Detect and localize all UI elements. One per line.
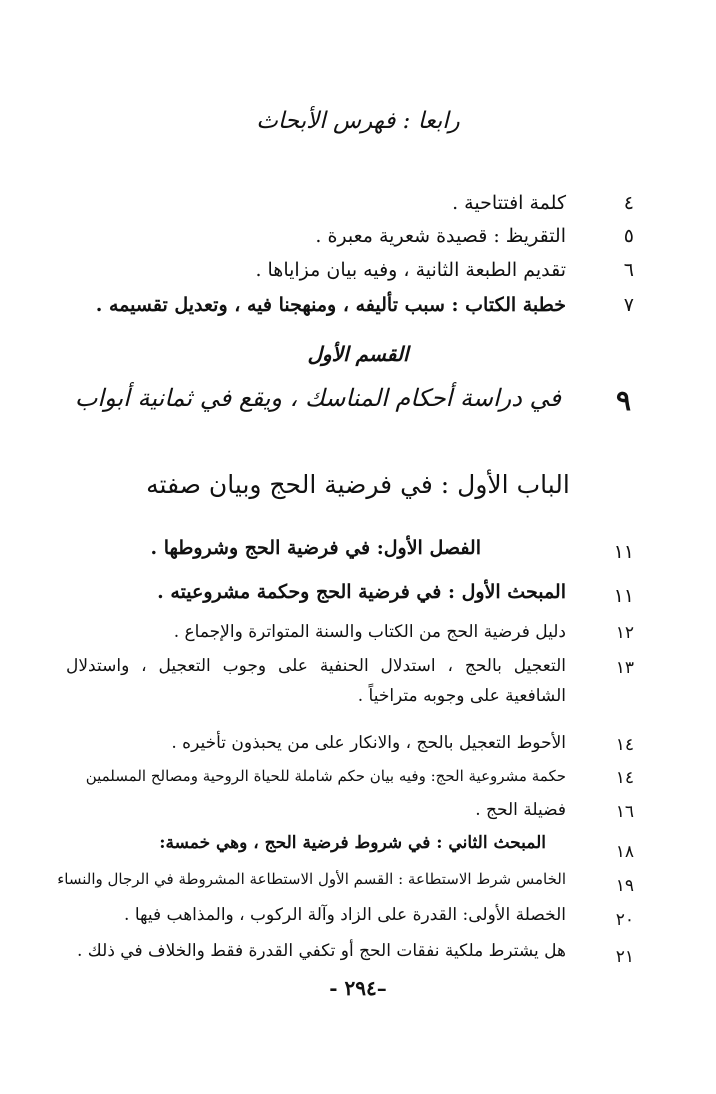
entry-text: تقديم الطبعة الثانية ، وفيه بيان مزاياها . bbox=[255, 259, 566, 281]
entry-page-number: ١١ bbox=[613, 585, 634, 607]
entry-page-number: ٢٠ bbox=[615, 910, 634, 930]
entry-page-number: ١٢ bbox=[615, 623, 634, 643]
subsection-heading: المبحث الأول : في فرضية الحج وحكمة مشروعيته . bbox=[157, 581, 566, 603]
page-title: رابعا : فهرس الأبحاث bbox=[256, 108, 460, 134]
part-subtitle: في دراسة أحكام المناسك ، ويقع في ثمانية أبواب bbox=[74, 384, 561, 412]
entry-text: حكمة مشروعية الحج: وفيه بيان حكم شاملة للحياة الروحية ومصالح المسلمين bbox=[85, 767, 566, 785]
entry-page-number: ١٣ bbox=[615, 658, 634, 678]
entry-text: فضيلة الحج . bbox=[475, 800, 566, 820]
entry-page-number: ٧ bbox=[623, 294, 634, 316]
entry-page-number: ١١ bbox=[613, 541, 634, 563]
entry-text: الخصلة الأولى: القدرة على الزاد وآلة الركوب ، والمذاهب فيها . bbox=[124, 905, 566, 925]
entry-page-number: ١٦ bbox=[615, 802, 634, 822]
entry-page-number: ١٨ bbox=[615, 842, 634, 862]
entry-page-number: ٢١ bbox=[615, 947, 634, 967]
entry-page-number: ٥ bbox=[623, 225, 634, 247]
page-number: –٢٩٤ - bbox=[329, 976, 387, 1000]
entry-page-number: ٦ bbox=[623, 259, 634, 281]
entry-page-number: ١٤ bbox=[615, 768, 634, 788]
entry-text: دليل فرضية الحج من الكتاب والسنة المتواترة والإجماع . bbox=[173, 622, 566, 642]
entry-text: الأحوط التعجيل بالحج ، والانكار على من يحبذون تأخيره . bbox=[171, 733, 566, 753]
entry-text: الخامس شرط الاستطاعة : القسم الأول الاستطاعة المشروطة في الرجال والنساء bbox=[57, 870, 566, 888]
subsection-heading: المبحث الثاني : في شروط فرضية الحج ، وهي خمسة: bbox=[159, 833, 546, 853]
entry-page-number: ٤ bbox=[623, 192, 634, 214]
entry-text: التقريظ : قصيدة شعرية معبرة . bbox=[315, 225, 566, 247]
chapter-title: الباب الأول : في فرضية الحج وبيان صفته bbox=[146, 470, 570, 499]
part-title: القسم الأول bbox=[307, 342, 409, 366]
entry-text: هل يشترط ملكية نفقات الحج أو تكفي القدرة فقط والخلاف في ذلك . bbox=[77, 941, 566, 961]
entry-page-number: ١٤ bbox=[615, 735, 634, 755]
entry-text: التعجيل بالحج ، استدلال الحنفية على وجوب التعجيل ، واستدلال الشافعية على وجوبه متراخياً . bbox=[66, 656, 566, 706]
part-page-number: ٩ bbox=[615, 384, 631, 417]
entry-text: كلمة افتتاحية . bbox=[452, 192, 566, 214]
entry-page-number: ١٩ bbox=[615, 876, 634, 896]
entry-text: خطبة الكتاب : سبب تأليفه ، ومنهجنا فيه ، وتعديل تقسيمه . bbox=[95, 294, 566, 316]
section-heading: الفصل الأول: في فرضية الحج وشروطها . bbox=[150, 537, 481, 559]
